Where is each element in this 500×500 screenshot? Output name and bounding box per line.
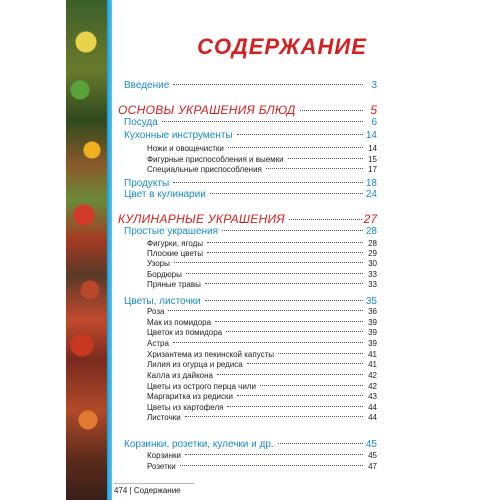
- dot-leader: [215, 321, 363, 322]
- dot-leader: [210, 193, 363, 194]
- toc-entry-page: 14: [365, 130, 377, 141]
- dot-leader: [237, 134, 363, 135]
- toc-entry-page: 45: [368, 451, 377, 460]
- toc-entry-page: 29: [368, 249, 377, 258]
- toc-entry-page: 47: [368, 462, 377, 471]
- toc-entry: [147, 371, 377, 380]
- toc-entry: [124, 439, 377, 450]
- toc-entry: [147, 382, 377, 391]
- dot-leader: [278, 443, 363, 444]
- toc-entry-page: 6: [371, 117, 377, 128]
- toc-entry: [124, 226, 377, 237]
- dot-leader: [180, 465, 363, 466]
- dot-leader: [222, 230, 363, 231]
- dot-leader: [168, 310, 363, 311]
- toc-entry: [147, 360, 377, 369]
- dot-leader: [207, 242, 363, 243]
- toc-entry-title: Корзинки, розетки, кулечки и др.: [124, 439, 274, 450]
- toc-entry-title: Простые украшения: [124, 226, 219, 237]
- toc-entry-page: 41: [368, 350, 377, 359]
- toc-entry-title: Цвет в кулинарии: [124, 189, 206, 200]
- toc-entry-page: 39: [368, 318, 377, 327]
- toc-entry: [124, 130, 377, 141]
- dot-leader: [173, 342, 363, 343]
- toc-entry-page: 33: [368, 270, 377, 279]
- toc-entry-title: Фигурные приспособления и выемки: [147, 155, 284, 164]
- toc-entry-title: Кухонные инструменты: [124, 130, 233, 141]
- toc-entry-title: Узоры: [147, 259, 170, 268]
- dot-leader: [300, 110, 363, 111]
- toc-entry-page: 14: [368, 144, 377, 153]
- dot-leader: [288, 158, 363, 159]
- toc-entry: [118, 212, 377, 226]
- toc-entry-title: КУЛИНАРНЫЕ УКРАШЕНИЯ: [118, 212, 285, 226]
- toc-entry: [124, 296, 377, 307]
- toc-entry-title: Корзинки: [147, 451, 181, 460]
- toc-entry-title: Плоские цветы: [147, 249, 203, 258]
- toc-entry-page: 24: [365, 189, 377, 200]
- toc-entry-page: 3: [371, 80, 377, 91]
- toc-entry-title: Цветы из картофеля: [147, 403, 224, 412]
- toc-entry-page: 28: [365, 226, 377, 237]
- dot-leader: [173, 84, 363, 85]
- toc-entry: [118, 103, 377, 117]
- toc-entry: [147, 280, 377, 289]
- toc-entry-title: Ножи и овощечистки: [147, 144, 224, 153]
- toc-entry-page: 18: [365, 178, 377, 189]
- dot-leader: [186, 273, 363, 274]
- toc-entry-page: 41: [368, 360, 377, 369]
- toc-entry-page: 5: [370, 103, 377, 117]
- toc-entry-title: Введение: [124, 80, 170, 91]
- toc-entry-title: Маргаритка из редиски: [147, 392, 233, 401]
- toc-entry-title: Посуда: [124, 117, 158, 128]
- toc-entry: [147, 350, 377, 359]
- dot-leader: [260, 385, 363, 386]
- toc-entry-title: Калла из дайкона: [147, 371, 213, 380]
- dot-leader: [162, 121, 363, 122]
- toc-entry: [147, 155, 377, 164]
- toc-entry-page: 15: [368, 155, 377, 164]
- toc-entry: [147, 413, 377, 422]
- toc-entry-title: Астра: [147, 339, 169, 348]
- toc-entry-page: 39: [368, 339, 377, 348]
- toc-entry-title: Пряные травы: [147, 280, 201, 289]
- toc-entry: [124, 189, 377, 200]
- dot-leader: [227, 406, 363, 407]
- toc-entry-page: 28: [368, 239, 377, 248]
- toc-entry-title: Фигурки, ягоды: [147, 239, 204, 248]
- toc-entry-title: Розетки: [147, 462, 176, 471]
- toc-entry-title: Листочки: [147, 413, 181, 422]
- toc-entry: [124, 117, 377, 128]
- toc-entry: [147, 403, 377, 412]
- toc-entry-page: 43: [368, 392, 377, 401]
- toc-entry-page: 44: [368, 413, 377, 422]
- toc-entry-page: 35: [365, 296, 377, 307]
- toc-entry-title: Цветок из помидора: [147, 328, 223, 337]
- dot-leader: [207, 252, 363, 253]
- dot-leader: [174, 262, 363, 263]
- dot-leader: [266, 168, 363, 169]
- dot-leader: [217, 374, 363, 375]
- toc-entry: [147, 318, 377, 327]
- toc-entry-title: Цветы, листочки: [124, 296, 201, 307]
- page-title: СОДЕРЖАНИЕ: [197, 34, 367, 59]
- toc-entry-title: Роза: [147, 307, 165, 316]
- toc-entry: [124, 80, 377, 91]
- dot-leader: [247, 363, 363, 364]
- dot-leader: [226, 331, 363, 332]
- toc-entry-title: Специальные приспособления: [147, 165, 262, 174]
- dot-leader: [173, 182, 363, 183]
- toc-entry-page: 45: [365, 439, 377, 450]
- toc-entry-title: Продукты: [124, 178, 170, 189]
- dot-leader: [185, 416, 363, 417]
- toc-entry: [147, 462, 377, 471]
- toc-entry: [147, 239, 377, 248]
- dot-leader: [205, 300, 363, 301]
- page-footer: 474 | Содержание: [114, 483, 194, 495]
- toc-entry-page: 44: [368, 403, 377, 412]
- dot-leader: [205, 283, 363, 284]
- toc-entry-title: Хризантема из пекинской капусты: [147, 350, 275, 359]
- toc-entry-page: 42: [368, 382, 377, 391]
- toc-entry: [147, 144, 377, 153]
- toc-entry: [147, 249, 377, 258]
- toc-entry-title: Цветы из острого перца чили: [147, 382, 256, 391]
- toc-entry: [147, 259, 377, 268]
- toc-entry: [147, 392, 377, 401]
- toc-entry: [147, 339, 377, 348]
- dot-leader: [228, 147, 363, 148]
- toc-entry: [147, 307, 377, 316]
- toc-entry: [147, 270, 377, 279]
- toc-entry: [147, 451, 377, 460]
- toc-entry: [124, 178, 377, 189]
- toc-entry-page: 33: [368, 280, 377, 289]
- dot-leader: [289, 219, 362, 220]
- toc-entry: [147, 328, 377, 337]
- toc-entry-page: 30: [368, 259, 377, 268]
- toc-entry-page: 39: [368, 328, 377, 337]
- toc-entry-page: 36: [368, 307, 377, 316]
- toc-entry-title: Мак из помидора: [147, 318, 212, 327]
- toc-entry-page: 17: [368, 165, 377, 174]
- dot-leader: [185, 454, 363, 455]
- toc-entry-title: ОСНОВЫ УКРАШЕНИЯ БЛЮД: [118, 103, 296, 117]
- toc-entry-page: 42: [368, 371, 377, 380]
- toc-entry: [147, 165, 377, 174]
- dot-leader: [237, 395, 363, 396]
- toc-entry-title: Лилия из огурца и редиса: [147, 360, 243, 369]
- dot-leader: [278, 353, 363, 354]
- toc-entry-title: Бордюры: [147, 270, 182, 279]
- toc-entry-page: 27: [363, 212, 377, 226]
